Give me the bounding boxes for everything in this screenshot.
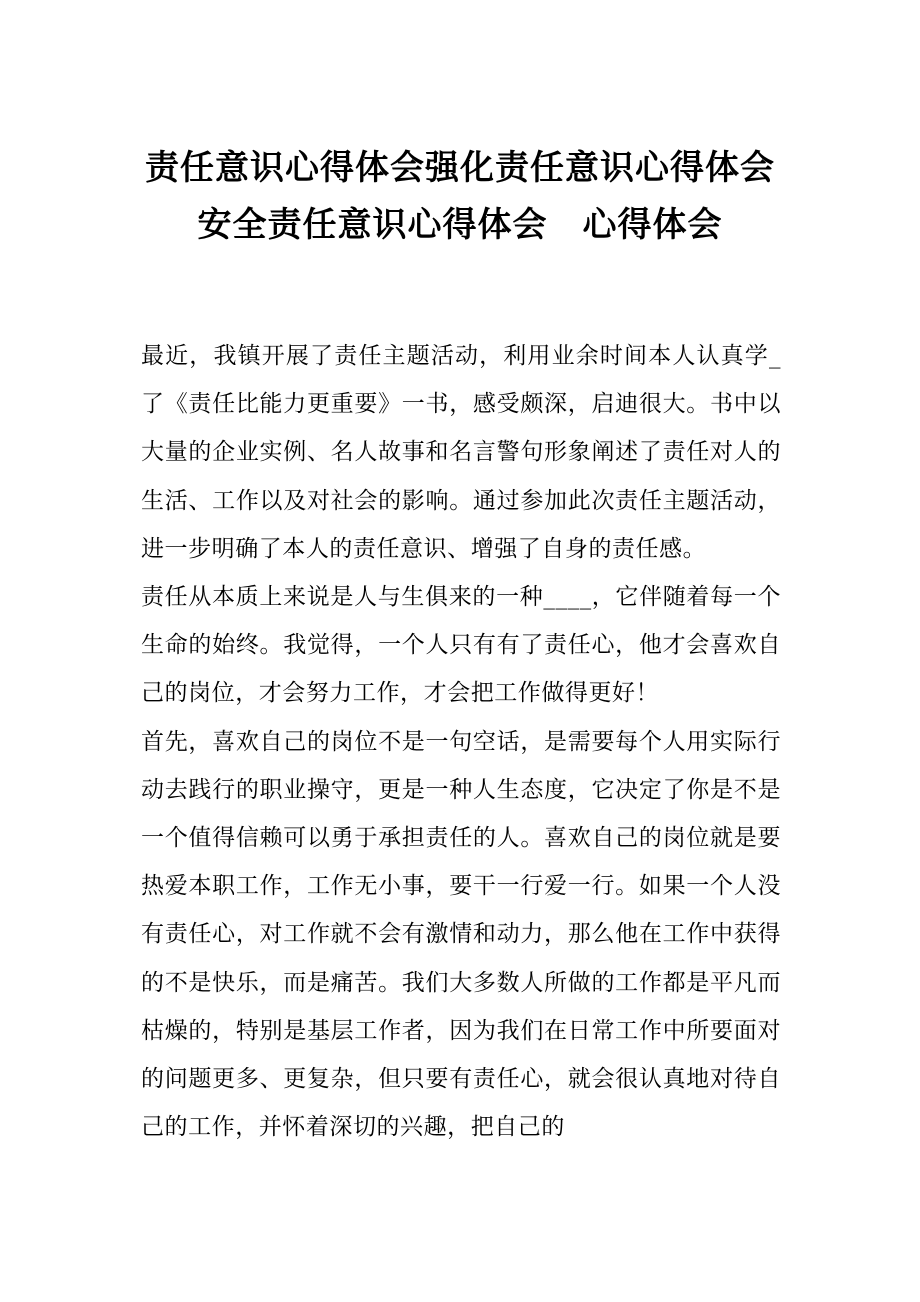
paragraph-2: 责任从本质上来说是人与生俱来的一种____，它伴随着每一个生命的始终。我觉得，一个人只有有了责任心，他才会喜欢自己的岗位，才会努力工作，才会把工作做得更好！ <box>141 584 781 707</box>
title-line-2: 安全责任意识心得体会 心得体会 <box>197 205 723 245</box>
paragraph-1: 最近，我镇开展了责任主题活动，利用业余时间本人认真学_了《责任比能力更重要》一书，感受颇深，启迪很大。书中以大量的企业实例、名人故事和名言警句形象阐述了责任对人的生活、工作以及对社会的影响。通过参加此次责任主题活动，进一步明确了本人的责任意识、增强了自身的责任感。 <box>141 343 781 562</box>
title-line-1: 责任意识心得体会强化责任意识心得体会 <box>145 148 775 188</box>
paragraph-3: 首先，喜欢自己的岗位不是一句空话，是需要每个人用实际行动去践行的职业操守，更是一种人生态度，它决定了你是不是一个值得信赖可以勇于承担责任的人。喜欢自己的岗位就是要热爱本职工作，工作无小事，要干一行爱一行。如果一个人没有责任心，对工作就不会有激情和动力，那么他在工作中获得的不是快乐，而是痛苦。我们大多数人所做的工作都是平凡而枯燥的，特别是基层工作者，因为我们在日常工作中所要面对的问题更多、更复杂，但只要有责任心，就会很认真地对待自己的工作，并怀着深切的兴趣，把自己的 <box>141 728 781 1141</box>
document-body <box>141 332 781 1151</box>
document-title <box>0 140 920 254</box>
